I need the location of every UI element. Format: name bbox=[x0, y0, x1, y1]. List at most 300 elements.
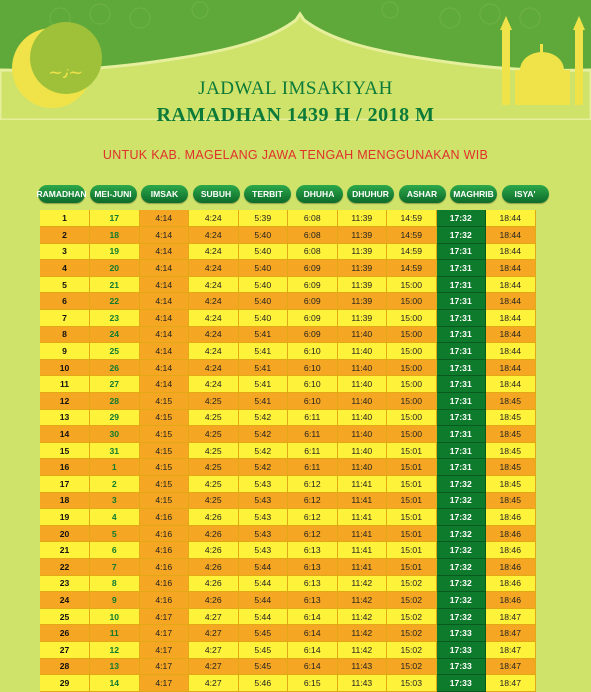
table-cell: 18:45 bbox=[486, 409, 536, 426]
table-row bbox=[40, 558, 535, 575]
table-cell: 15:02 bbox=[387, 658, 437, 675]
table-cell: 11:41 bbox=[337, 476, 387, 493]
table-cell: 10 bbox=[40, 359, 90, 376]
table-cell: 9 bbox=[40, 343, 90, 360]
table-cell: 5:45 bbox=[238, 625, 288, 642]
table-row bbox=[40, 608, 535, 625]
table-cell: 15:00 bbox=[387, 326, 437, 343]
table-cell: 5:40 bbox=[238, 227, 288, 244]
table-cell: 4:25 bbox=[189, 476, 239, 493]
table-cell: 11:40 bbox=[337, 459, 387, 476]
table-cell: 5:43 bbox=[238, 492, 288, 509]
table-cell: 5:43 bbox=[238, 509, 288, 526]
table-cell: 4:24 bbox=[189, 310, 239, 327]
table-row bbox=[40, 525, 535, 542]
table-cell: 4:14 bbox=[139, 210, 189, 227]
table-cell: 5:44 bbox=[238, 592, 288, 609]
table-cell: 17:32 bbox=[436, 227, 486, 244]
table-cell: 4:14 bbox=[139, 343, 189, 360]
table-cell: 15 bbox=[40, 442, 90, 459]
table-cell: 5:43 bbox=[238, 525, 288, 542]
table-cell: 4:15 bbox=[139, 492, 189, 509]
table-cell: 5:41 bbox=[238, 393, 288, 410]
table-cell: 6:08 bbox=[288, 243, 338, 260]
table-cell: 5:43 bbox=[238, 476, 288, 493]
table-cell: 4:24 bbox=[189, 243, 239, 260]
table-cell: 17:32 bbox=[436, 608, 486, 625]
table-cell: 18:47 bbox=[486, 608, 536, 625]
table-cell: 4:17 bbox=[139, 608, 189, 625]
table-row bbox=[40, 442, 535, 459]
table-cell: 17:31 bbox=[436, 276, 486, 293]
table-cell: 5:42 bbox=[238, 426, 288, 443]
table-cell: 15:01 bbox=[387, 492, 437, 509]
table-cell: 11:40 bbox=[337, 393, 387, 410]
table-cell: 25 bbox=[90, 343, 140, 360]
table-cell: 4:25 bbox=[189, 393, 239, 410]
table-cell: 22 bbox=[40, 558, 90, 575]
table-cell: 11:41 bbox=[337, 525, 387, 542]
table-cell: 11:40 bbox=[337, 326, 387, 343]
table-cell: 6:14 bbox=[288, 608, 338, 625]
table-cell: 11:40 bbox=[337, 442, 387, 459]
table-row bbox=[40, 641, 535, 658]
table-cell: 24 bbox=[40, 592, 90, 609]
table-cell: 4 bbox=[90, 509, 140, 526]
table-cell: 2 bbox=[40, 227, 90, 244]
table-cell: 5:40 bbox=[238, 293, 288, 310]
column-header: RAMADHAN bbox=[38, 185, 85, 203]
table-cell: 18:45 bbox=[486, 426, 536, 443]
table-cell: 6:10 bbox=[288, 343, 338, 360]
table-cell: 4:17 bbox=[139, 658, 189, 675]
table-cell: 17:31 bbox=[436, 426, 486, 443]
schedule-table bbox=[40, 210, 536, 692]
table-cell: 4:26 bbox=[189, 509, 239, 526]
table-cell: 17:31 bbox=[436, 326, 486, 343]
table-cell: 17:32 bbox=[436, 492, 486, 509]
table-cell: 4:14 bbox=[139, 376, 189, 393]
table-cell: 11:39 bbox=[337, 276, 387, 293]
table-cell: 5:41 bbox=[238, 359, 288, 376]
table-cell: 31 bbox=[90, 442, 140, 459]
table-cell: 4:15 bbox=[139, 476, 189, 493]
table-cell: 4:26 bbox=[189, 558, 239, 575]
table-cell: 25 bbox=[40, 608, 90, 625]
table-cell: 17:31 bbox=[436, 310, 486, 327]
table-cell: 4:15 bbox=[139, 442, 189, 459]
table-cell: 6:11 bbox=[288, 409, 338, 426]
table-cell: 5:44 bbox=[238, 608, 288, 625]
table-cell: 4:26 bbox=[189, 542, 239, 559]
table-cell: 11:43 bbox=[337, 675, 387, 692]
table-cell: 18:44 bbox=[486, 227, 536, 244]
table-cell: 4:14 bbox=[139, 359, 189, 376]
table-cell: 30 bbox=[90, 426, 140, 443]
table-cell: 6:14 bbox=[288, 658, 338, 675]
table-cell: 15:01 bbox=[387, 476, 437, 493]
table-cell: 15:00 bbox=[387, 293, 437, 310]
table-cell: 11:40 bbox=[337, 409, 387, 426]
table-cell: 4:17 bbox=[139, 675, 189, 692]
table-cell: 21 bbox=[40, 542, 90, 559]
table-cell: 4:14 bbox=[139, 260, 189, 277]
table-cell: 11 bbox=[90, 625, 140, 642]
table-cell: 4:24 bbox=[189, 359, 239, 376]
table-cell: 4:15 bbox=[139, 409, 189, 426]
table-cell: 15:00 bbox=[387, 343, 437, 360]
table-cell: 4:17 bbox=[139, 625, 189, 642]
table-cell: 5 bbox=[40, 276, 90, 293]
table-cell: 21 bbox=[90, 276, 140, 293]
table-cell: 11:40 bbox=[337, 359, 387, 376]
table-cell: 4:27 bbox=[189, 625, 239, 642]
table-cell: 6:12 bbox=[288, 525, 338, 542]
table-cell: 5:42 bbox=[238, 409, 288, 426]
table-cell: 17:31 bbox=[436, 376, 486, 393]
table-cell: 4:24 bbox=[189, 376, 239, 393]
table-row bbox=[40, 326, 535, 343]
column-header: DHUHA bbox=[296, 185, 343, 203]
table-cell: 19 bbox=[40, 509, 90, 526]
table-cell: 18:44 bbox=[486, 359, 536, 376]
table-cell: 6:11 bbox=[288, 459, 338, 476]
table-cell: 17:33 bbox=[436, 658, 486, 675]
table-cell: 17:33 bbox=[436, 675, 486, 692]
table-cell: 14:59 bbox=[387, 243, 437, 260]
table-cell: 4:14 bbox=[139, 293, 189, 310]
table-cell: 15:00 bbox=[387, 376, 437, 393]
table-cell: 5:44 bbox=[238, 558, 288, 575]
table-row bbox=[40, 476, 535, 493]
table-row bbox=[40, 293, 535, 310]
table-cell: 17:31 bbox=[436, 343, 486, 360]
table-cell: 15:02 bbox=[387, 575, 437, 592]
table-cell: 14 bbox=[90, 675, 140, 692]
table-cell: 18 bbox=[40, 492, 90, 509]
column-header: IMSAK bbox=[141, 185, 188, 203]
table-cell: 5:43 bbox=[238, 542, 288, 559]
table-cell: 11:39 bbox=[337, 210, 387, 227]
table-cell: 6:14 bbox=[288, 625, 338, 642]
table-cell: 4:16 bbox=[139, 542, 189, 559]
table-cell: 18:46 bbox=[486, 558, 536, 575]
table-cell: 11:41 bbox=[337, 492, 387, 509]
table-cell: 13 bbox=[90, 658, 140, 675]
column-header: MEI-JUNI bbox=[90, 185, 137, 203]
table-cell: 20 bbox=[90, 260, 140, 277]
table-cell: 4:14 bbox=[139, 276, 189, 293]
table-cell: 6:12 bbox=[288, 492, 338, 509]
table-cell: 18:45 bbox=[486, 476, 536, 493]
table-cell: 6:08 bbox=[288, 227, 338, 244]
table-cell: 8 bbox=[90, 575, 140, 592]
table-cell: 18:46 bbox=[486, 542, 536, 559]
table-cell: 4:15 bbox=[139, 426, 189, 443]
table-cell: 18:45 bbox=[486, 459, 536, 476]
table-cell: 17:32 bbox=[436, 476, 486, 493]
page-title: JADWAL IMSAKIYAH bbox=[198, 78, 393, 99]
table-cell: 11:41 bbox=[337, 509, 387, 526]
table-row bbox=[40, 243, 535, 260]
table-cell: 11:39 bbox=[337, 243, 387, 260]
table-cell: 15:00 bbox=[387, 409, 437, 426]
table-cell: 28 bbox=[90, 393, 140, 410]
table-cell: 4:16 bbox=[139, 509, 189, 526]
table-row bbox=[40, 509, 535, 526]
table-cell: 18:46 bbox=[486, 575, 536, 592]
table-cell: 15:01 bbox=[387, 509, 437, 526]
table-cell: 17:32 bbox=[436, 509, 486, 526]
table-cell: 15:00 bbox=[387, 359, 437, 376]
table-row bbox=[40, 592, 535, 609]
table-cell: 3 bbox=[90, 492, 140, 509]
svg-text:~ﻧ~: ~ﻧ~ bbox=[48, 62, 84, 83]
table-cell: 18:45 bbox=[486, 492, 536, 509]
table-cell: 4:24 bbox=[189, 227, 239, 244]
table-cell: 23 bbox=[40, 575, 90, 592]
table-row bbox=[40, 492, 535, 509]
column-header: ISYA' bbox=[502, 185, 549, 203]
table-row bbox=[40, 675, 535, 692]
table-cell: 4:27 bbox=[189, 658, 239, 675]
table-row bbox=[40, 393, 535, 410]
table-cell: 19 bbox=[90, 243, 140, 260]
table-cell: 5:45 bbox=[238, 658, 288, 675]
table-cell: 6:11 bbox=[288, 426, 338, 443]
table-cell: 18:44 bbox=[486, 326, 536, 343]
table-row bbox=[40, 359, 535, 376]
table-cell: 5:41 bbox=[238, 343, 288, 360]
table-cell: 5:40 bbox=[238, 310, 288, 327]
table-cell: 17:31 bbox=[436, 260, 486, 277]
table-cell: 6:09 bbox=[288, 276, 338, 293]
table-row bbox=[40, 343, 535, 360]
table-cell: 4:15 bbox=[139, 459, 189, 476]
table-cell: 7 bbox=[90, 558, 140, 575]
table-cell: 18:46 bbox=[486, 525, 536, 542]
table-cell: 5:39 bbox=[238, 210, 288, 227]
table-row bbox=[40, 227, 535, 244]
table-cell: 18:47 bbox=[486, 641, 536, 658]
table-cell: 6:09 bbox=[288, 293, 338, 310]
table-cell: 7 bbox=[40, 310, 90, 327]
table-cell: 4:24 bbox=[189, 260, 239, 277]
table-cell: 29 bbox=[40, 675, 90, 692]
table-cell: 11:41 bbox=[337, 558, 387, 575]
table-row bbox=[40, 210, 535, 227]
table-cell: 4:24 bbox=[189, 276, 239, 293]
table-cell: 4:26 bbox=[189, 525, 239, 542]
table-row bbox=[40, 276, 535, 293]
table-cell: 17:32 bbox=[436, 558, 486, 575]
table-cell: 4:27 bbox=[189, 641, 239, 658]
table-cell: 4 bbox=[40, 260, 90, 277]
table-cell: 17 bbox=[90, 210, 140, 227]
table-cell: 17 bbox=[40, 476, 90, 493]
table-cell: 6:12 bbox=[288, 509, 338, 526]
table-cell: 4:26 bbox=[189, 592, 239, 609]
table-cell: 9 bbox=[90, 592, 140, 609]
table-cell: 4:15 bbox=[139, 393, 189, 410]
table-cell: 15:00 bbox=[387, 426, 437, 443]
table-cell: 3 bbox=[40, 243, 90, 260]
table-cell: 5:42 bbox=[238, 459, 288, 476]
table-cell: 15:01 bbox=[387, 558, 437, 575]
location-note: UNTUK KAB. MAGELANG JAWA TENGAH MENGGUNAKAN WIB bbox=[102, 148, 489, 162]
table-cell: 5:40 bbox=[238, 276, 288, 293]
table-cell: 4:25 bbox=[189, 442, 239, 459]
table-cell: 18:47 bbox=[486, 658, 536, 675]
column-header: ASHAR bbox=[399, 185, 446, 203]
table-cell: 18:44 bbox=[486, 376, 536, 393]
header-banner bbox=[0, 0, 591, 120]
table-cell: 11:39 bbox=[337, 260, 387, 277]
table-cell: 5:40 bbox=[238, 260, 288, 277]
table-cell: 17:31 bbox=[436, 359, 486, 376]
table-cell: 4:14 bbox=[139, 243, 189, 260]
table-cell: 5:45 bbox=[238, 641, 288, 658]
table-cell: 4:14 bbox=[139, 326, 189, 343]
table-cell: 18:44 bbox=[486, 210, 536, 227]
table-cell: 6:08 bbox=[288, 210, 338, 227]
table-cell: 17:31 bbox=[436, 393, 486, 410]
table-cell: 29 bbox=[90, 409, 140, 426]
table-cell: 14:59 bbox=[387, 210, 437, 227]
column-header: SUBUH bbox=[193, 185, 240, 203]
table-cell: 17:31 bbox=[436, 293, 486, 310]
banner-ornament bbox=[0, 0, 591, 120]
table-cell: 11:39 bbox=[337, 293, 387, 310]
table-cell: 17:33 bbox=[436, 625, 486, 642]
table-row bbox=[40, 310, 535, 327]
table-cell: 6:13 bbox=[288, 558, 338, 575]
table-cell: 22 bbox=[90, 293, 140, 310]
table-row bbox=[40, 575, 535, 592]
table-cell: 17:32 bbox=[436, 542, 486, 559]
table-cell: 16 bbox=[40, 459, 90, 476]
table-cell: 11:39 bbox=[337, 310, 387, 327]
table-row bbox=[40, 658, 535, 675]
table-cell: 6:10 bbox=[288, 376, 338, 393]
table-cell: 11:39 bbox=[337, 227, 387, 244]
table-cell: 18:45 bbox=[486, 393, 536, 410]
table-cell: 12 bbox=[40, 393, 90, 410]
table-cell: 6:13 bbox=[288, 575, 338, 592]
table-cell: 4:25 bbox=[189, 409, 239, 426]
table-cell: 4:24 bbox=[189, 210, 239, 227]
table-cell: 11:41 bbox=[337, 542, 387, 559]
table-cell: 27 bbox=[90, 376, 140, 393]
table-cell: 5:41 bbox=[238, 326, 288, 343]
table-cell: 17:32 bbox=[436, 210, 486, 227]
table-row bbox=[40, 409, 535, 426]
table-cell: 6 bbox=[40, 293, 90, 310]
table-cell: 18:47 bbox=[486, 625, 536, 642]
table-cell: 18:44 bbox=[486, 310, 536, 327]
table-cell: 4:17 bbox=[139, 641, 189, 658]
table-cell: 28 bbox=[40, 658, 90, 675]
table-cell: 5 bbox=[90, 525, 140, 542]
table-cell: 11:40 bbox=[337, 376, 387, 393]
table-cell: 6:11 bbox=[288, 442, 338, 459]
table-cell: 6:09 bbox=[288, 310, 338, 327]
table-row bbox=[40, 260, 535, 277]
table-cell: 15:00 bbox=[387, 393, 437, 410]
table-cell: 17:32 bbox=[436, 575, 486, 592]
table-cell: 18:44 bbox=[486, 276, 536, 293]
table-cell: 15:00 bbox=[387, 310, 437, 327]
table-cell: 4:27 bbox=[189, 675, 239, 692]
table-cell: 5:46 bbox=[238, 675, 288, 692]
table-cell: 11:42 bbox=[337, 608, 387, 625]
table-cell: 4:24 bbox=[189, 343, 239, 360]
table-cell: 18:46 bbox=[486, 509, 536, 526]
table-cell: 5:41 bbox=[238, 376, 288, 393]
table-cell: 18:44 bbox=[486, 293, 536, 310]
table-cell: 4:24 bbox=[189, 293, 239, 310]
table-cell: 18:44 bbox=[486, 243, 536, 260]
table-cell: 2 bbox=[90, 476, 140, 493]
table-cell: 4:16 bbox=[139, 558, 189, 575]
table-cell: 4:14 bbox=[139, 227, 189, 244]
table-cell: 14:59 bbox=[387, 227, 437, 244]
table-cell: 11:42 bbox=[337, 641, 387, 658]
table-cell: 18:44 bbox=[486, 260, 536, 277]
table-cell: 14:59 bbox=[387, 260, 437, 277]
table-cell: 4:24 bbox=[189, 326, 239, 343]
table-row bbox=[40, 542, 535, 559]
table-cell: 6:12 bbox=[288, 476, 338, 493]
table-cell: 14 bbox=[40, 426, 90, 443]
table-cell: 6:09 bbox=[288, 260, 338, 277]
table-cell: 4:16 bbox=[139, 592, 189, 609]
table-cell: 26 bbox=[40, 625, 90, 642]
table-cell: 15:00 bbox=[387, 276, 437, 293]
table-cell: 4:25 bbox=[189, 426, 239, 443]
table-cell: 17:31 bbox=[436, 459, 486, 476]
table-cell: 4:16 bbox=[139, 575, 189, 592]
table-cell: 4:26 bbox=[189, 575, 239, 592]
table-cell: 6:14 bbox=[288, 641, 338, 658]
table-cell: 18:45 bbox=[486, 442, 536, 459]
table-cell: 11:42 bbox=[337, 625, 387, 642]
table-cell: 10 bbox=[90, 608, 140, 625]
table-row bbox=[40, 625, 535, 642]
table-cell: 11:40 bbox=[337, 343, 387, 360]
table-cell: 26 bbox=[90, 359, 140, 376]
table-cell: 5:40 bbox=[238, 243, 288, 260]
table-cell: 15:01 bbox=[387, 542, 437, 559]
table-cell: 15:02 bbox=[387, 641, 437, 658]
table-cell: 27 bbox=[40, 641, 90, 658]
table-cell: 17:32 bbox=[436, 592, 486, 609]
table-cell: 15:01 bbox=[387, 459, 437, 476]
table-cell: 17:33 bbox=[436, 641, 486, 658]
table-cell: 18:44 bbox=[486, 343, 536, 360]
table-cell: 11:42 bbox=[337, 575, 387, 592]
table-cell: 6:13 bbox=[288, 542, 338, 559]
table-cell: 17:31 bbox=[436, 409, 486, 426]
table-cell: 11:43 bbox=[337, 658, 387, 675]
table-cell: 20 bbox=[40, 525, 90, 542]
table-cell: 15:03 bbox=[387, 675, 437, 692]
table-cell: 6 bbox=[90, 542, 140, 559]
table-cell: 15:01 bbox=[387, 442, 437, 459]
table-cell: 6:13 bbox=[288, 592, 338, 609]
table-cell: 4:16 bbox=[139, 525, 189, 542]
table-cell: 15:01 bbox=[387, 525, 437, 542]
